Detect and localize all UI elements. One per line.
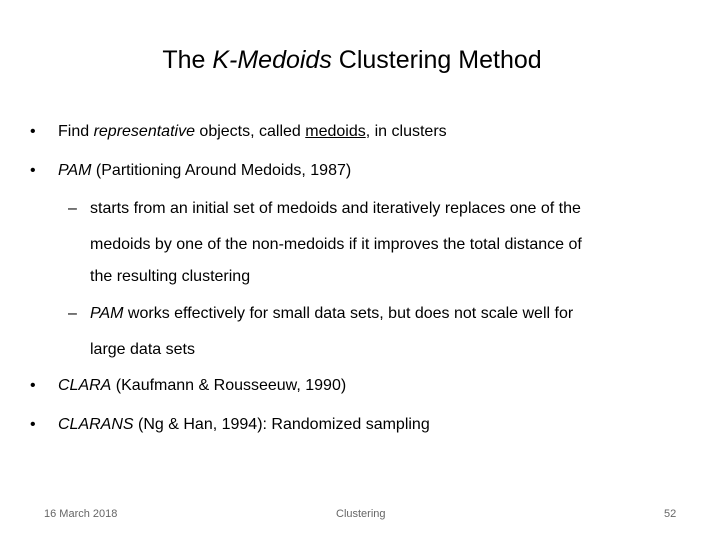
bullet-marker: • (30, 162, 36, 179)
bullet-text (58, 120, 447, 144)
bullet-text (58, 374, 346, 398)
text-run: (Kaufmann & Rousseeuw, 1990) (111, 377, 347, 394)
bullet-text (58, 159, 351, 183)
text-run: Find (58, 123, 94, 140)
subbullet-line (90, 302, 573, 326)
slide-title (0, 40, 704, 80)
subbullet-marker: – (68, 305, 77, 322)
subbullet-marker: – (68, 200, 77, 217)
italic-run: CLARA (58, 377, 112, 394)
text-run: objects, called (194, 123, 306, 140)
bullet-marker: • (30, 416, 36, 433)
title-prefix: The (162, 46, 213, 74)
underlined-run: medoids (305, 123, 366, 140)
title-suffix: Clustering Method (331, 46, 542, 74)
subbullet-line: the resulting clustering (90, 268, 251, 285)
italic-run: PAM (90, 305, 124, 322)
subbullet-line: medoids by one of the non-medoids if it improves the total distance of (90, 236, 582, 253)
subbullet-line: starts from an initial set of medoids and iteratively replaces one of the (90, 200, 581, 217)
bullet-marker: • (30, 377, 36, 394)
italic-run: PAM (58, 162, 92, 179)
text-run: (Partitioning Around Medoids, 1987) (91, 162, 352, 179)
text-run: , in clusters (365, 123, 447, 140)
footer-date: 16 March 2018 (44, 508, 118, 520)
bullet-marker: • (30, 123, 36, 140)
italic-run: representative (93, 123, 195, 140)
subbullet-line: large data sets (90, 341, 195, 358)
footer-page-number: 52 (664, 508, 677, 520)
text-run: (Ng & Han, 1994): Randomized sampling (133, 416, 430, 433)
italic-run: CLARANS (58, 416, 134, 433)
footer-topic: Clustering (336, 508, 386, 520)
title-italic: K-Medoids (212, 46, 332, 74)
text-run: works effectively for small data sets, but does not scale well for (123, 305, 574, 322)
bullet-text (58, 413, 430, 437)
